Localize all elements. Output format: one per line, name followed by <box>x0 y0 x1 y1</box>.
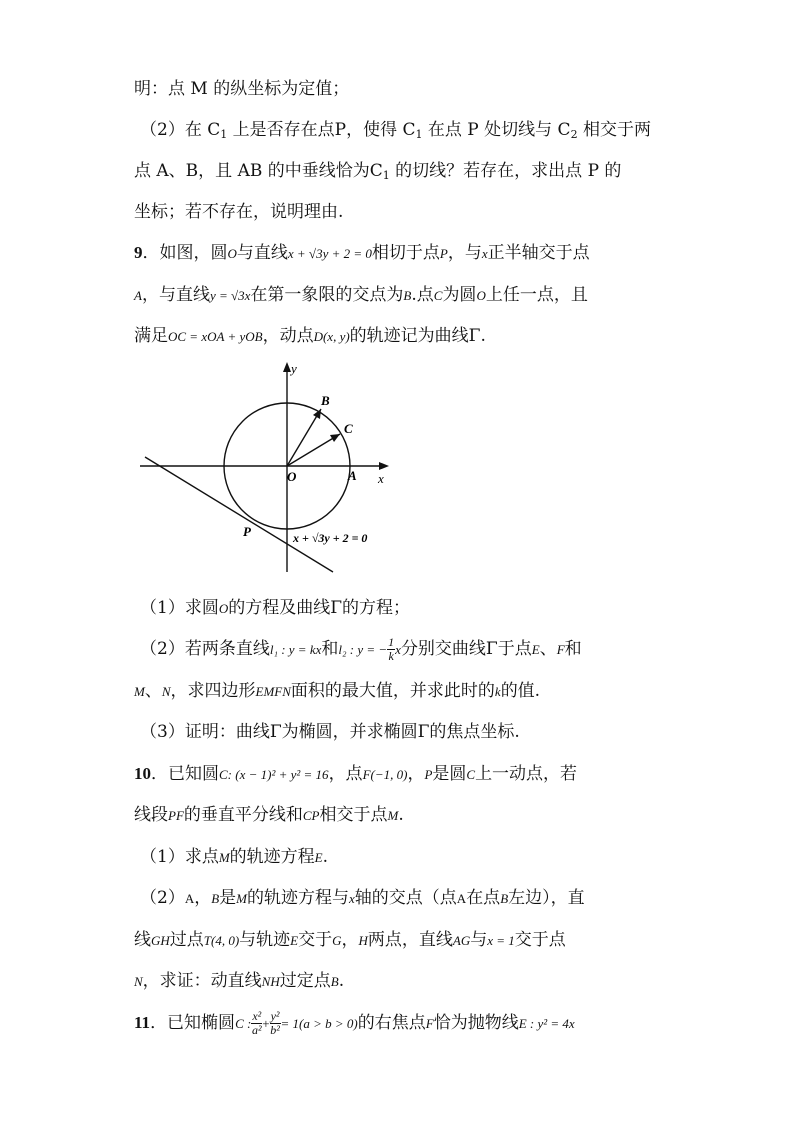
fraction-y2-over-b2: $\frac{\text{y²}}{\text{b²}}$ <box>270 1009 280 1037</box>
label-B: B <box>321 393 330 408</box>
fraction-x2-over-a2: $\frac{\text{x²}}{\text{a²}}$ <box>251 1009 262 1037</box>
text-line: 点 A、B，且 AB 的中垂线恰为$C_1$ 的切线？若存在，求出点 P 的 <box>134 161 622 182</box>
question-9-part-2-line-2: M、N，求四边形EMFN面积的最大值，并求此时的k的值. <box>134 681 541 701</box>
geometry-figure <box>140 360 400 575</box>
question-10-part-2-line-2: 线GH过点T(4, 0)与轨迹E交于G，H两点，直线AG与x = 1交于点 <box>134 930 566 950</box>
text-line: 坐标；若不存在，说明理由. <box>134 202 344 222</box>
question-9-line-1: 9．如图，圆O与直线x + √3y + 2 = 0相切于点P，与x正半轴交于点 <box>134 243 590 263</box>
question-9-line-3: 满足OC = xOA + yOB，动点D(x, y)的轨迹记为曲线Γ. <box>134 326 486 346</box>
fraction-1-over-k: $\frac{1}{k}$ <box>388 635 395 663</box>
label-tangent-eq: x + √3y + 2 = 0 <box>293 531 368 545</box>
question-9-part-1: （1）求圆O的方程及曲线Γ的方程； <box>140 598 411 618</box>
label-P: P <box>243 524 251 539</box>
question-9-part-3: （3）证明：曲线Γ为椭圆，并求椭圆Γ的焦点坐标. <box>140 722 520 742</box>
y-axis-arrow <box>283 362 291 372</box>
tangent-line <box>145 457 333 572</box>
label-y: y <box>291 361 297 376</box>
segment-OC <box>287 434 340 466</box>
arrow-C <box>330 434 340 442</box>
question-10-part-1: （1）求点M的轨迹方程E. <box>140 847 329 867</box>
label-C: C <box>344 421 353 436</box>
segment-OB <box>287 409 321 466</box>
question-10-line-1: 10．已知圆C: (x − 1)² + y² = 16，点F(−1, 0)，P是圆C上一动点，若 <box>134 764 578 784</box>
question-10-part-2-line-1: （2）A，B是M的轨迹方程与x轴的交点（点A在点B左边），直 <box>140 888 585 908</box>
label-x: x <box>378 471 384 486</box>
question-11-line-1: 11．已知椭圆C : $\frac{\text{x²}}{\text{a²}}$ + $\frac{\text{y²}}{\text{b²}}$ = 1(a > b > 0)的右焦点F恰为抛物线E : y² = 4x <box>134 1009 575 1037</box>
text-line: （2）在 $C_1$ 上是否存在点P，使得 $C_1$ 在点 P 处切线与 $C_2$ 相交于两 <box>140 120 651 141</box>
question-9-line-2: A，与直线y = √3x在第一象限的交点为B.点C为圆O上任一点，且 <box>134 285 588 305</box>
text-line: 明：点 M 的纵坐标为定值； <box>134 79 350 99</box>
question-9-part-2-line-1: （2）若两条直线l₁ : y = kx和l₂ : y = − $\frac{1}{k}$ x分别交曲线Γ于点E、F和 <box>140 635 582 663</box>
label-O: O <box>287 469 297 484</box>
label-A: A <box>348 468 357 483</box>
x-axis-arrow <box>379 462 389 470</box>
question-10-line-2: 线段PF的垂直平分线和CP相交于点M. <box>134 805 404 825</box>
question-10-part-2-line-3: N，求证：动直线NH过定点B. <box>134 971 345 991</box>
